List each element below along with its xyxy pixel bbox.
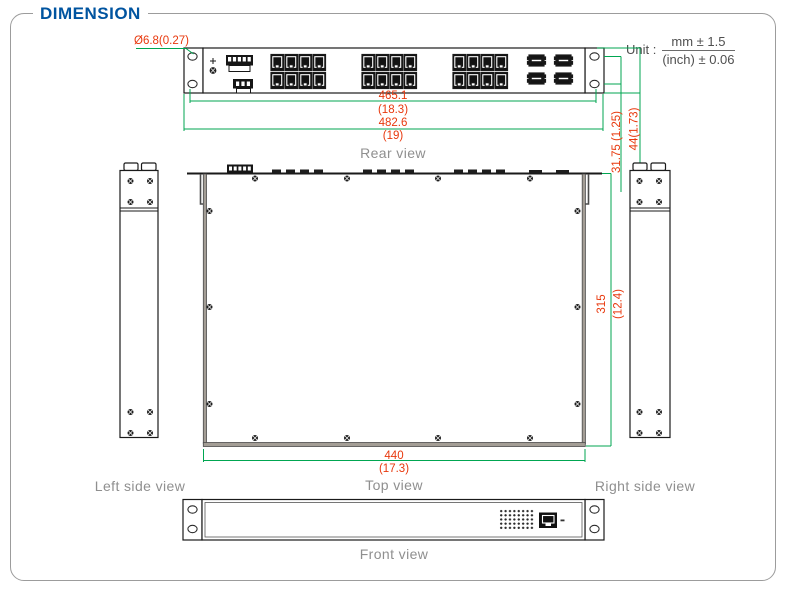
rj45-port-icon: [481, 55, 494, 71]
rj45-port-icon: [299, 55, 312, 71]
rj45-port-icon: [376, 73, 389, 89]
top-port-cutouts: [272, 170, 569, 174]
mounting-hole: [188, 53, 197, 60]
unit-mm: mm ± 1.5: [662, 34, 734, 51]
rj45-port-icon: [271, 55, 284, 71]
unit-label: Unit :: [626, 42, 657, 57]
sfp-module-icon: [528, 73, 546, 84]
left-side-view-drawing: [120, 163, 158, 438]
terminal-block: [226, 55, 253, 72]
sfp-module-icon: [528, 55, 546, 66]
dim-depth-mm: 315: [596, 294, 608, 314]
mounting-hole: [590, 506, 599, 513]
rj45-port-icon: [453, 55, 466, 71]
chassis-front-wall: [203, 443, 585, 447]
top-view-label: Top view: [365, 477, 423, 493]
mounting-hole: [590, 525, 599, 532]
mounting-hole: [188, 506, 197, 513]
rj45-port-icon: [376, 55, 389, 71]
bracket-tab: [124, 163, 138, 171]
bracket-tab: [142, 163, 157, 171]
rj45-port-icon: [313, 55, 326, 71]
mounting-hole: [590, 80, 599, 87]
mounting-hole: [590, 53, 599, 60]
dim-overall-width-in: (19): [382, 130, 404, 142]
bracket-tab: [651, 163, 666, 171]
vent-grid: [499, 509, 534, 530]
rj45-port-icon: [362, 55, 375, 71]
rj45-port-icon: [390, 55, 403, 71]
dim-body-width-mm: 440: [384, 449, 404, 462]
chassis-right-wall: [582, 174, 585, 444]
rj45-port-icon: [299, 73, 312, 89]
chassis-left-wall: [203, 174, 206, 444]
rj45-port-icon: [390, 73, 403, 89]
dim-depth-in: (12.4): [612, 288, 625, 320]
mounting-hole: [188, 525, 197, 532]
rj45-port-icon: [453, 73, 466, 89]
bracket-tab: [633, 163, 647, 171]
dim-mount-width-in: (18.3): [377, 104, 409, 116]
rear-view-label: Rear view: [360, 145, 426, 161]
port-label-dash: [561, 520, 565, 522]
top-view-drawing: [187, 165, 602, 447]
rj45-port-icon: [481, 73, 494, 89]
right-side-view-label: Right side view: [594, 478, 696, 494]
rj45-port-icon: [495, 73, 508, 89]
rj45-port-icon: [271, 73, 284, 89]
rj45-port-icon: [362, 73, 375, 89]
rj45-port-icon: [313, 73, 326, 89]
rj45-port-icon: [467, 73, 480, 89]
dim-hole-diameter: Ø6.8(0.27): [134, 35, 189, 47]
page-title: DIMENSION: [33, 4, 148, 24]
right-side-view-drawing: [630, 163, 670, 438]
front-view-drawing: [183, 500, 604, 541]
mounting-hole: [188, 80, 197, 87]
rj45-port-icon: [495, 55, 508, 71]
dim-rear-height: 44(1.73): [628, 107, 641, 151]
rj45-port-icon: [404, 55, 417, 71]
rj45-port-icon: [467, 55, 480, 71]
left-side-view-label: Left side view: [94, 478, 186, 494]
rj45-port-icon: [285, 55, 298, 71]
sfp-module-icon: [555, 55, 573, 66]
dim-overall-width-mm: 482.6: [378, 116, 408, 129]
top-view-screws: [207, 176, 581, 442]
terminal-block: [227, 165, 253, 174]
top-view-dimension-lines: [204, 174, 612, 463]
front-view-label: Front view: [359, 546, 429, 562]
terminal-block: [233, 79, 253, 93]
rj45-port-icon: [404, 73, 417, 89]
rj45-port-icon: [285, 73, 298, 89]
dim-body-width-in: (17.3): [378, 463, 410, 475]
rear-view-drawing: [184, 48, 604, 93]
dim-hole-pitch: 31.75 (1.25): [611, 111, 623, 174]
dim-mount-width-mm: 465.1: [378, 90, 408, 102]
unit-inch: (inch) ± 0.06: [662, 52, 735, 67]
sfp-module-icon: [555, 73, 573, 84]
